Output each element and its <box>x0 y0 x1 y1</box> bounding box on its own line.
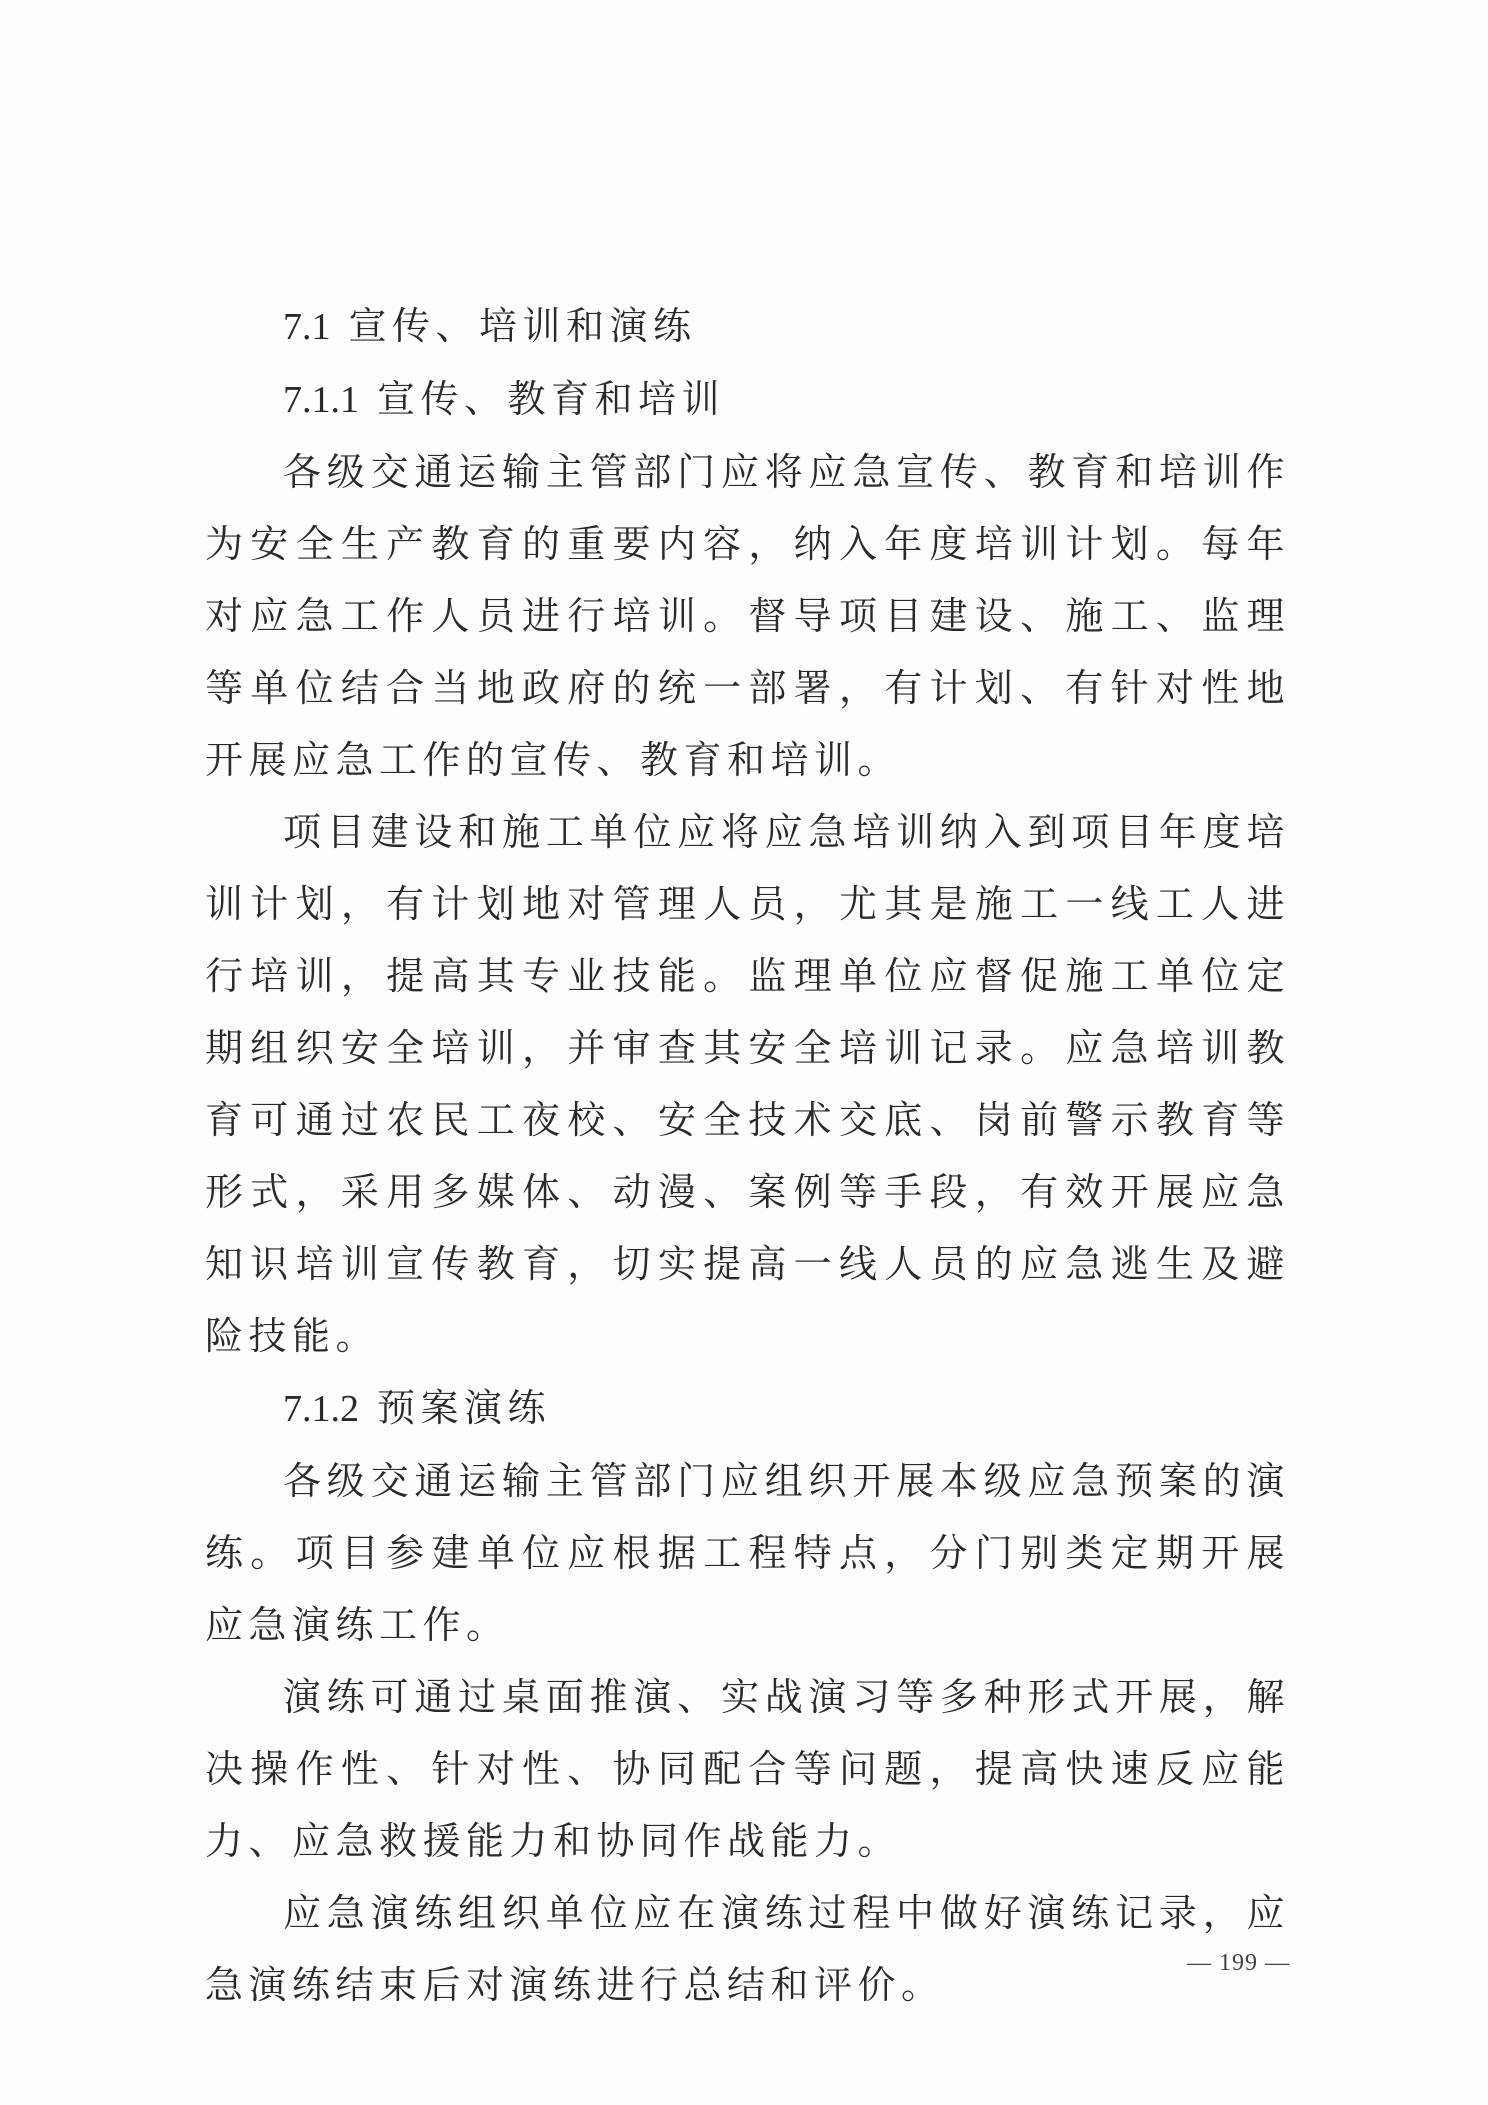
section-title: 预案演练 <box>377 1386 552 1430</box>
page-content <box>205 290 1290 2021</box>
paragraph: 应急演练组织单位应在演练过程中做好演练记录，应急演练结束后对演练进行总结和评价。 <box>205 1891 1290 2007</box>
page-number: — 199 — <box>1187 1950 1290 1976</box>
section-heading-7-1 <box>205 290 1290 363</box>
section-heading-7-1-1 <box>205 363 1290 436</box>
section-heading-7-1-2 <box>205 1372 1290 1445</box>
section-number: 7.1.1 <box>283 379 359 421</box>
paragraph: 演练可通过桌面推演、实战演习等多种形式开展，解决操作性、针对性、协同配合等问题，提高快速反应能力、应急救援能力和协同作战能力。 <box>205 1675 1290 1863</box>
paragraph: 项目建设和施工单位应将应急培训纳入到项目年度培训计划，有计划地对管理人员，尤其是施工一线工人进行培训，提高其专业技能。监理单位应督促施工单位定期组织安全培训，并审查其安全培训记录。应急培训教育可通过农民工夜校、安全技术交底、岗前警示教育等形式，采用多媒体、动漫、案例等手段，有效开展应急知识培训宣传教育，切实提高一线人员的应急逃生及避险技能。 <box>205 810 1290 1358</box>
section-title: 宣传、教育和培训 <box>377 377 726 421</box>
paragraph: 各级交通运输主管部门应组织开展本级应急预案的演练。项目参建单位应根据工程特点，分门别类定期开展应急演练工作。 <box>205 1459 1290 1647</box>
section-number: 7.1.2 <box>283 1388 359 1430</box>
section-number: 7.1 <box>283 306 331 348</box>
section-title: 宣传、培训和演练 <box>348 304 697 348</box>
paragraph: 各级交通运输主管部门应将应急宣传、教育和培训作为安全生产教育的重要内容，纳入年度培训计划。每年对应急工作人员进行培训。督导项目建设、施工、监理等单位结合当地政府的统一部署，有计划、有针对性地开展应急工作的宣传、教育和培训。 <box>205 450 1290 782</box>
